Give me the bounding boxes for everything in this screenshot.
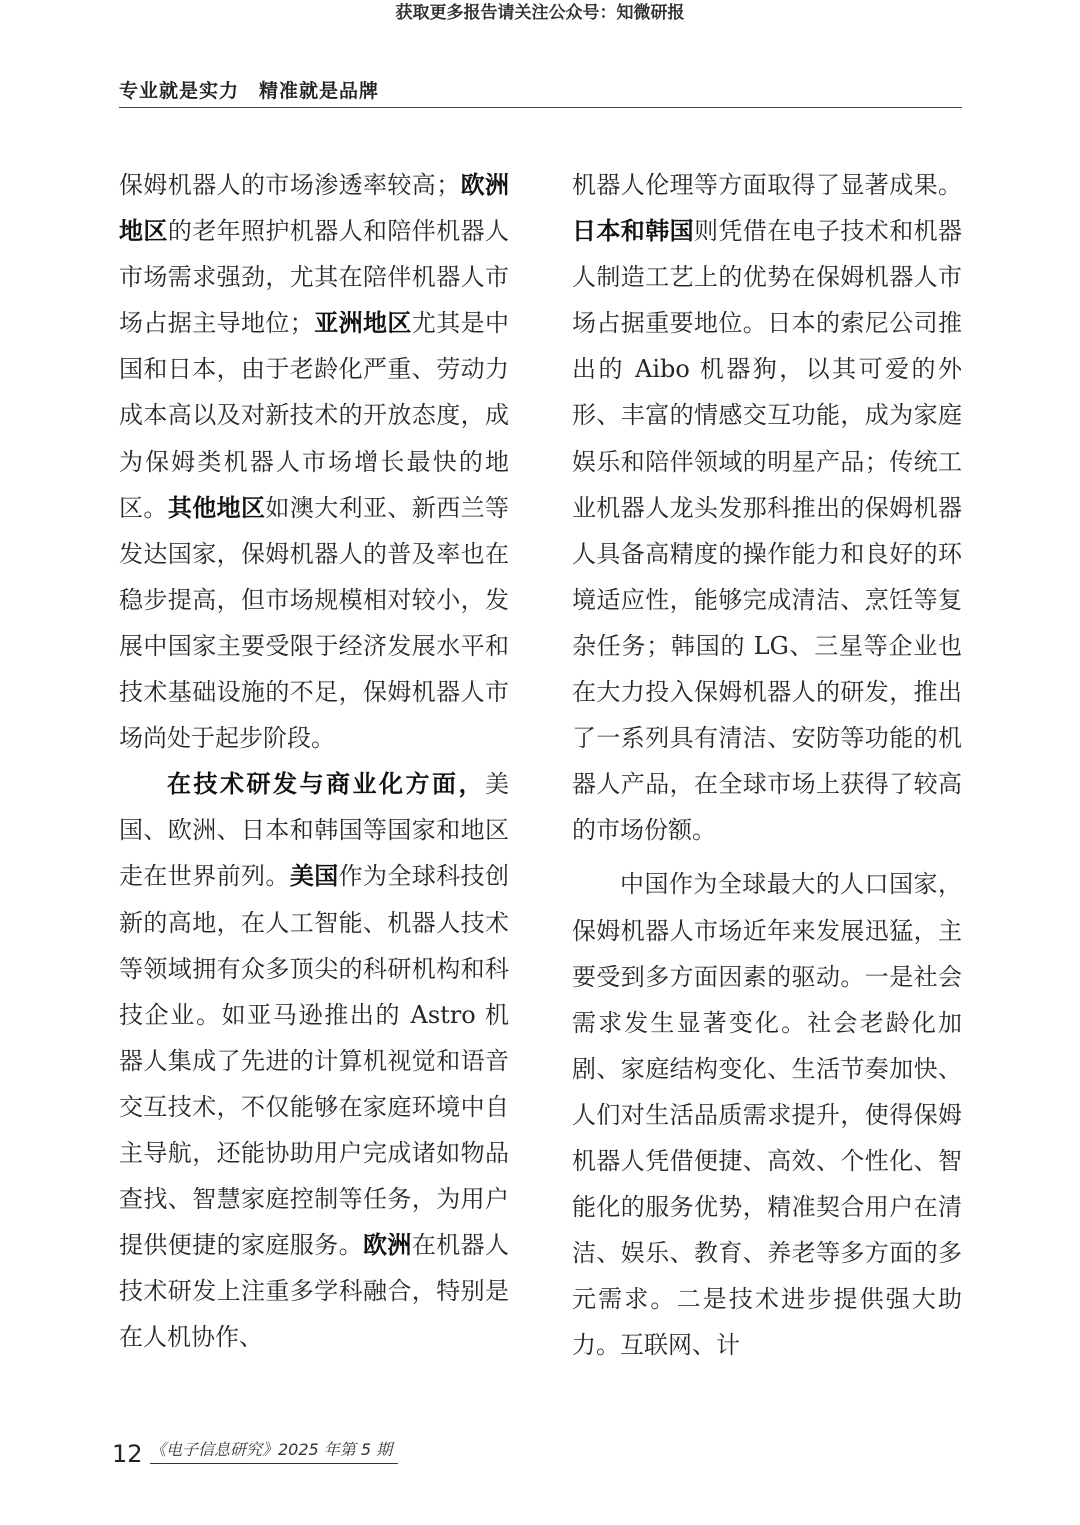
body-text: 尤其是中国和日本，由于老龄化严重、劳动力成本高以及对新技术的开放态度，成为保姆类机器人市场增长最快的地区。	[119, 309, 510, 522]
top-banner: 获取更多报告请关注公众号：知微研报	[395, 3, 685, 23]
bold-keyword: 美国	[289, 862, 339, 891]
journal-name: 《电子信息研究》2025 年第 5 期	[150, 1437, 398, 1464]
header-slogan: 专业就是实力 精准就是品牌	[119, 80, 380, 102]
body-text: 在机器人技术研发上注重多学科融合，特别是在人机协作、	[119, 1231, 510, 1352]
bold-keyword: 亚洲地区	[313, 309, 412, 338]
bold-keyword: 欧洲地区	[119, 171, 510, 246]
body-text: 如澳大利亚、新西兰等发达国家，保姆机器人的普及率也在稳步提高，但市场规模相对较小，发展中国家主要受限于经济发展水平和技术基础设施的不足，保姆机器人市场尚处于起步阶段。	[119, 493, 510, 753]
bold-keyword: 在技术研发与商业化方面，	[167, 770, 485, 799]
left-column	[119, 162, 509, 1360]
body-text: 的老年照护机器人和陪伴机器人市场需求强劲，尤其在陪伴机器人市场占据主导地位；	[119, 217, 510, 338]
bold-keyword: 日本和韩国	[572, 217, 694, 246]
left-paragraph-1	[119, 162, 509, 761]
right-paragraph-2	[572, 861, 962, 1368]
right-column	[572, 162, 962, 1368]
body-text: 机器人伦理等方面取得了显著成果。	[572, 171, 962, 199]
bold-keyword: 欧洲	[363, 1231, 412, 1260]
left-paragraph-2	[119, 761, 509, 1360]
body-text: 则凭借在电子技术和机器人制造工艺上的优势在保姆机器人市场占据重要地位。日本的索尼公司推出的 Aibo 机器狗，以其可爱的外形、丰富的情感交互功能，成为家庭娱乐和陪伴领域的明星产品；传统工业机器人龙头发那科推出的保姆机器人具备高精度的操作能力和良好的环境适应性，能够完成清洁、烹饪等复杂任务；韩国的 LG、三星等企业也在大力投入保姆机器人的研发，推出了一系列具有清洁、安防等功能的机器人产品，在全球市场上获得了较高的市场份额。	[572, 217, 962, 845]
header-rule	[119, 107, 962, 108]
right-paragraph-1	[572, 162, 962, 853]
page-number: 12	[112, 1440, 143, 1468]
body-text: 保姆机器人的市场渗透率较高；	[119, 171, 461, 199]
bold-keyword: 其他地区	[167, 493, 266, 522]
body-text: 作为全球科技创新的高地，在人工智能、机器人技术等领域拥有众多顶尖的科研机构和科技企业。如亚马逊推出的 Astro 机器人集成了先进的计算机视觉和语音交互技术，不仅能够在家庭环境中自主导航，还能协助用户完成诸如物品查找、智慧家庭控制等任务，为用户提供便捷的家庭服务。	[119, 862, 510, 1260]
body-text: 中国作为全球最大的人口国家，保姆机器人市场近年来发展迅猛，主要受到多方面因素的驱动。一是社会需求发生显著变化。社会老龄化加剧、家庭结构变化、生活节奏加快、人们对生活品质需求提升，使得保姆机器人凭借便捷、高效、个性化、智能化的服务优势，精准契合用户在清洁、娱乐、教育、养老等多方面的多元需求。二是技术进步提供强大助力。互联网、计	[572, 870, 962, 1360]
body-text: 美国、欧洲、日本和韩国等国家和地区走在世界前列。	[119, 770, 509, 891]
